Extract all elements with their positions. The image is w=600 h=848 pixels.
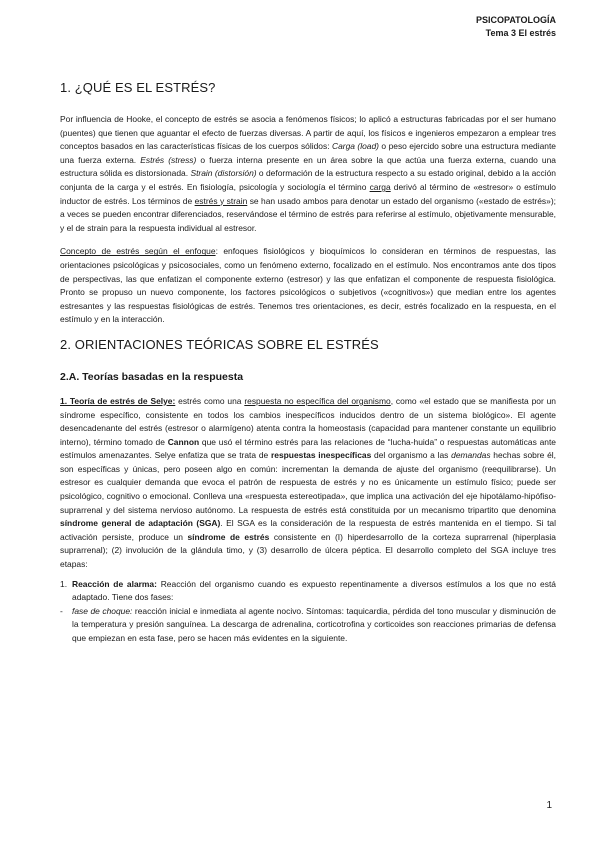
text-run: hechas sobre él, son específicas y únicas, pero poseen algo en común: incrementan la demanda de ajuste del organismo (reequilibrarse). Un estresor es cualquier demanda que evoca el patrón de respuesta de estrés y no es únicamente un estímulo físico; puede ser psicológico, cognitivo o emocional. Conlleva una «respuesta estereotipada», que implica una activación del eje hipotálamo-hipófiso-suprarrenal y del sistema nervioso autónomo. La respuesta de estrés está constituida por un mecanismo tripartito que denomina — [60, 450, 557, 515]
list-dash: - — [60, 605, 63, 616]
term-sga: síndrome general de adaptación (SGA) — [60, 518, 221, 529]
term-cannon: Cannon — [167, 436, 200, 447]
list-item — [60, 578, 556, 605]
phases-list — [60, 578, 556, 605]
term-stress: Estrés (stress) — [140, 154, 197, 165]
list-number: 1. — [60, 578, 68, 589]
term-strain: Strain (distorsión) — [190, 168, 257, 179]
term-estres-strain: estrés y strain — [194, 195, 248, 206]
text-run: o fuerza interna presente en un área sobre la que actúa una fuerza externa, cuando una estructura sólida es distorsionada. — [60, 154, 556, 179]
term-load: Carga (load) — [332, 141, 379, 152]
page-number: 1 — [546, 800, 552, 811]
selye-heading: 1. Teoría de estrés de Selye: — [60, 395, 176, 406]
section-2-title: 2. ORIENTACIONES TEÓRICAS SOBRE EL ESTRÉS — [60, 336, 379, 352]
text-run: que usó el término estrés para las relaciones de “lucha-huida” o respuestas automáticas ante estímulos amenazantes. Selye enfatiza que se trata de — [60, 436, 556, 461]
concept-heading: Concepto de estrés según el enfoque — [60, 246, 216, 257]
term-carga: carga — [369, 181, 391, 192]
text-run: . El SGA es la consideración de la respuesta de estrés mantenida en el tiempo. Si tal activación persiste, produce un — [60, 518, 556, 542]
term-respuesta-no-especifica: respuesta no específica del organismo — [244, 395, 391, 406]
list-item — [60, 605, 556, 646]
term-respuestas-inespecificas: respuestas inespecíficas — [270, 450, 372, 461]
text-run: : enfoques fisiológicos y bioquímicos lo consideran en términos de respuestas, las orientaciones psicológicas y psicosociales, como un fenómeno externo, focalizado en el estímulo. Nos encontramos ante dos tipos de perspectivas, las que enfatizan el componente externo (estresor) y las que enfatizan el componente de respuesta fisiológica. Pronto se propuso un nuevo componente, los factores psicológicos o subjetivos («cognitivos») que median entre los agentes estresantes y las respuestas fisiológicas de estrés. Tenemos tres orientaciones, es decir, estrés focalizado en la respuesta, en el estímulo y en la interacción. — [60, 246, 556, 325]
text-run: se han usado ambos para denotar un estado del organismo («estado de estrés»); a veces se pueden encontrar diferenciados, reservándose el término de estrés para referirse al estímulo, objetivamente mensurable, y el de strain para la respuesta individual al estresor. — [60, 195, 556, 233]
subphase-heading: fase de choque: — [72, 605, 133, 616]
section-2a-title: 2.A. Teorías basadas en la respuesta — [60, 370, 244, 383]
header-subject: PSICOPATOLOGÍA — [475, 15, 556, 25]
section-1-title: 1. ¿QUÉ ES EL ESTRÉS? — [60, 80, 216, 95]
header-topic: Tema 3 El estrés — [485, 28, 556, 38]
term-sindrome-estres: síndrome de estrés — [187, 531, 270, 542]
text-run: derivó al término de «estresor» o estímulo inductor de estrés. Los términos de — [60, 181, 556, 206]
term-demandas: demandas — [451, 450, 491, 461]
subphase-text: reacción inicial e inmediata al agente nocivo. Síntomas: taquicardia, pérdida del tono muscular y disminución de la temperatura y presión sanguínea. La descarga de adrenalina, corticotrofina y corticoides son reacciones primarias de defensa que empiezan en esta fase, pero se hacen más evidentes en la siguiente. — [72, 605, 556, 643]
phase-text: Reacción del organismo cuando es expuesto repentinamente a diversos estímulos a los que no está adaptado. Tiene dos fases: — [72, 578, 556, 603]
section-1-paragraph-2 — [60, 245, 556, 327]
section-1-paragraph-1 — [60, 113, 556, 235]
phase-heading: Reacción de alarma: — [72, 578, 157, 589]
text-run: consistente en (I) hiperdesarrollo de la corteza suprarrenal (hiperplasia suprarrenal); (2) involución de la glándula timo, y (3) desarrollo de úlcera péptica. El desarrollo completo del SGA incluye tres etapas: — [60, 531, 556, 570]
text-run: o peso ejercido sobre una estructura mediante una fuerza externa. — [60, 141, 556, 165]
text-run: o deformación de la estructura respecto a su estado original, debido a la acción conjunta de la carga y el estrés. En fisiología, psicología y sociología el término — [60, 168, 556, 192]
selye-paragraph — [60, 395, 556, 572]
text-run: , como «el estado que se manifiesta por un síndrome específico, consistente en todos los cambios inespecíficos inducidos dentro de un sistema biológico». El agente desencadenante del estrés (estresor o alarmígeno) atenta contra la homeostasis (capacidad para mantener constante un equilibrio interno), término tomado de — [60, 395, 556, 447]
text-run: Por influencia de Hooke, el concepto de estrés se asocia a fenómenos físicos; lo aplicó a estructuras fabricadas por el ser humano (puentes) que tienen que aguantar el efecto de fuerzas diversas. A partir de aquí, los físicos e ingenieros empezaron a emplear tres conceptos basados en las características físicas de los cuerpos sólidos: — [60, 114, 556, 152]
page-content — [60, 80, 556, 646]
text-run: estrés como una — [175, 395, 245, 406]
text-run: del organismo a las — [371, 450, 452, 461]
page-header — [476, 14, 556, 40]
